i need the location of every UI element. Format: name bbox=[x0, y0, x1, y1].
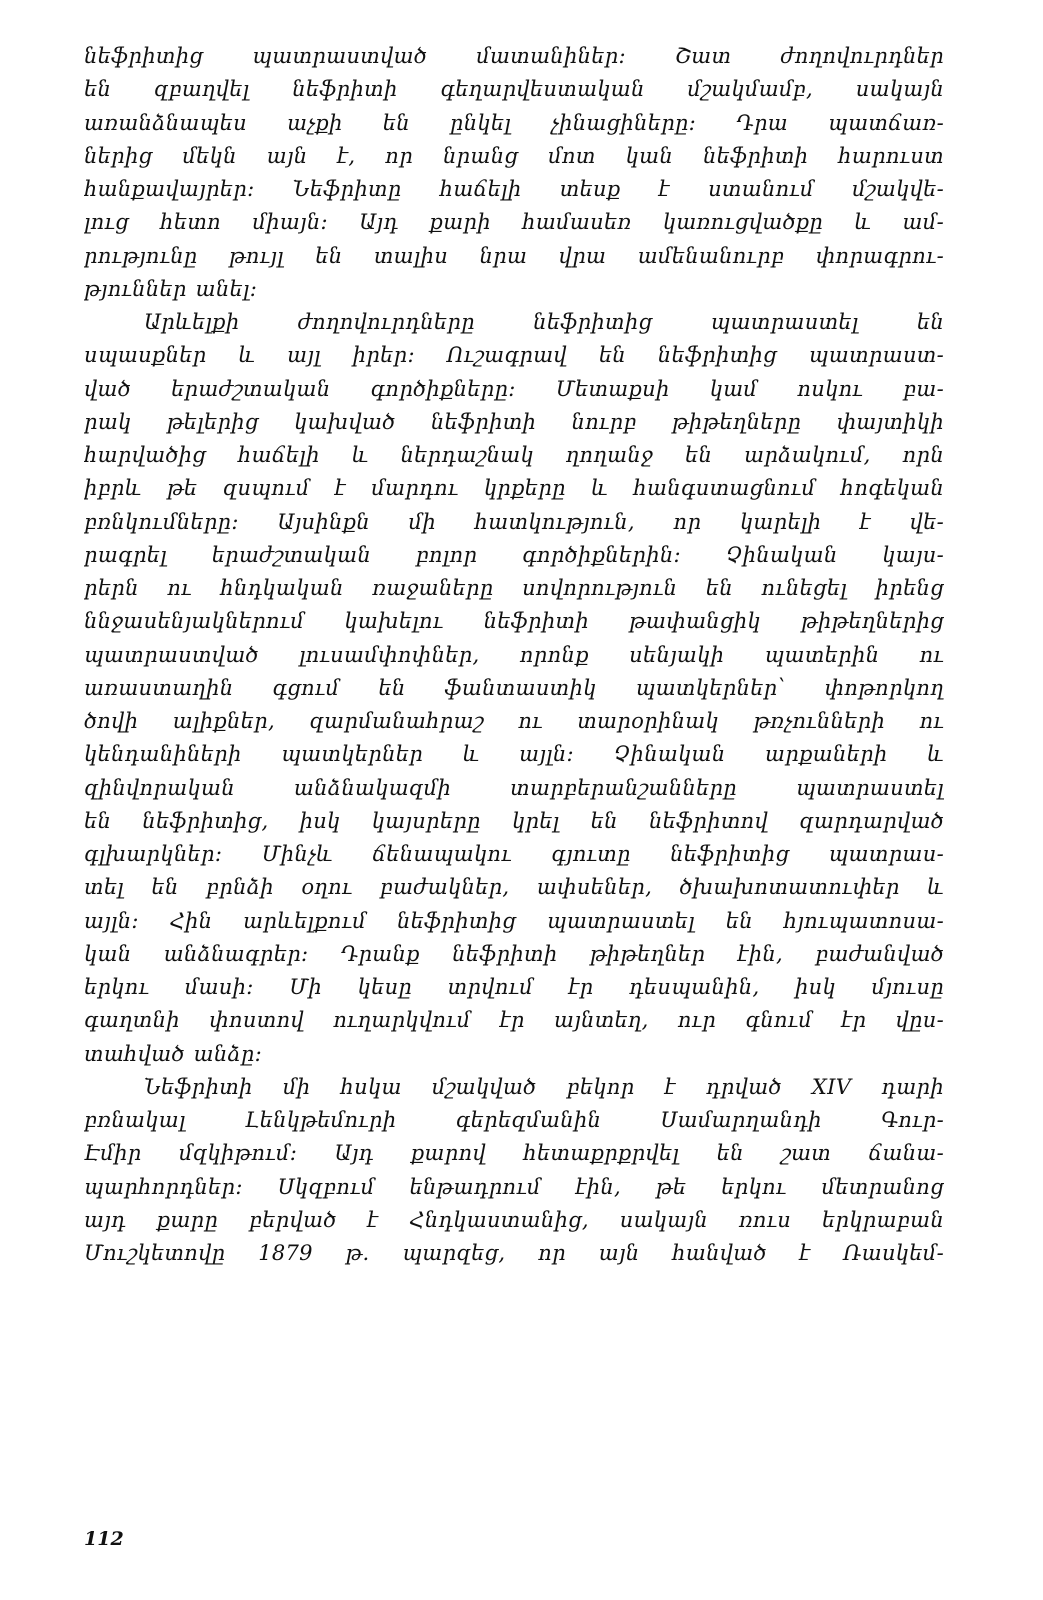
text-line: բռնակալ Լենկթեմուրի գերեզմանին Սամարղանդի Գուր- bbox=[84, 1108, 944, 1132]
text-line: րակ թելերից կախված նեֆրիտի նուրբ թիթեղները փայտիկի bbox=[84, 409, 944, 434]
text-line: հանքավայրեր։ Նեֆրիտը հաճելի տեսք է ստանում մշակվե- bbox=[84, 177, 944, 201]
text-line: այդ քարը բերված է Հնդկաստանից, սակայն ռուս երկրաբան bbox=[84, 1207, 944, 1232]
text-line: նեֆրիտից պատրաստված մատանիներ։ Շատ ժողովուրդներ bbox=[84, 44, 944, 68]
text-line: պատրաստված լուսամփոփներ, որոնք սենյակի պատերին ու bbox=[84, 642, 944, 667]
text-line: կենդանիների պատկերներ և այլն։ Չինական արքաների և bbox=[84, 742, 944, 767]
text-line: առաստաղին գցում են ֆանտաստիկ պատկերներ՝ փոթորկող bbox=[84, 675, 944, 700]
text-line: տել են բրնձի օղու բաժակներ, ափսեներ, ծխախոտատուփեր և bbox=[84, 875, 944, 900]
text-line: են զբաղվել նեֆրիտի գեղարվեստական մշակմամբ, սակայն bbox=[84, 77, 944, 102]
text-line: ված երաժշտական գործիքները։ Մետաքսի կամ ոսկու բա- bbox=[84, 376, 944, 401]
text-line: ննջասենյակներում կախելու նեֆրիտի թափանցիկ թիթեղներից bbox=[84, 609, 944, 634]
text-line: պարհորդներ։ Սկզբում ենթադրում էին, թե երկու մետրանոց bbox=[84, 1174, 944, 1199]
text-line: գլխարկներ։ Մինչև ճենապակու գյուտը նեֆրիտից պատրաս- bbox=[84, 842, 944, 866]
text-line: գաղտնի փոստով ուղարկվում էր այնտեղ, ուր գնում էր վըս- bbox=[84, 1008, 944, 1033]
text-line: այլն։ Հին արևելքում նեֆրիտից պատրաստել են հյուպատոսա- bbox=[84, 908, 944, 933]
paragraph-start-line: Նեֆրիտի մի հսկա մշակված բեկոր է դրված XIV դարի bbox=[144, 1074, 944, 1099]
page-number: 112 bbox=[84, 1528, 124, 1550]
text-line: րագրել երաժշտական բոլոր գործիքներին։ Չինական կայս- bbox=[84, 542, 944, 567]
text-line: են նեֆրիտից, իսկ կայսրերը կրել են նեֆրիտով զարդարված bbox=[84, 808, 944, 833]
text-line: բռնկումները։ Այսինքն մի հատկություն, որ կարելի է վե- bbox=[84, 509, 944, 534]
text-line: զինվորական անձնակազմի տարբերանշանները պատրաստել bbox=[84, 775, 944, 800]
text-line: սպասքներ և այլ իրեր։ Ուշագրավ են նեֆրիտից պատրաստ- bbox=[84, 343, 944, 368]
text-line: տահված անձը։ bbox=[84, 1041, 263, 1066]
text-line: առանձնապես աչքի են ընկել չինացիները։ Դրա պատճառ- bbox=[84, 110, 944, 135]
text-line: Մուշկետովը 1879 թ. պարզեց, որ այն հանված է Ռասկեմ- bbox=[84, 1241, 944, 1265]
text-line: թյուններ անել։ bbox=[84, 276, 258, 301]
text-line: ներից մեկն այն է, որ նրանց մոտ կան նեֆրիտի հարուստ bbox=[84, 143, 944, 168]
text-line: րերն ու հնդկական ռաջաները սովորություն են ունեցել իրենց bbox=[84, 576, 944, 600]
text-line: լուց հետո միայն։ Այդ քարի համասեռ կառուցվածքը և ամ- bbox=[84, 210, 944, 235]
text-line: երկու մասի։ Մի կեսը տրվում էր դեսպանին, իսկ մյուսը bbox=[84, 975, 944, 999]
body-text bbox=[84, 40, 944, 1270]
text-line: րությունը թույլ են տալիս նրա վրա ամենանուրբ փորագրու- bbox=[84, 243, 944, 268]
text-line: հարվածից հաճելի և ներդաշնակ ղողանջ են արձակում, որն bbox=[84, 443, 944, 467]
text-line: կան անձնագրեր։ Դրանք նեֆրիտի թիթեղներ էին, բաժանված bbox=[84, 941, 944, 966]
text-line: Էմիր մզկիթում։ Այդ քարով հետաքրքրվել են շատ ճանա- bbox=[84, 1141, 944, 1166]
text-line: ծովի ալիքներ, զարմանահրաշ ու տարօրինակ թռչունների ու bbox=[84, 709, 944, 733]
text-line: իբրև թե զսպում է մարդու կրքերը և հանգստացնում հոգեկան bbox=[84, 476, 944, 501]
paragraph-start-line: Արևելքի ժողովուրդները նեֆրիտից պատրաստել են bbox=[144, 310, 944, 334]
